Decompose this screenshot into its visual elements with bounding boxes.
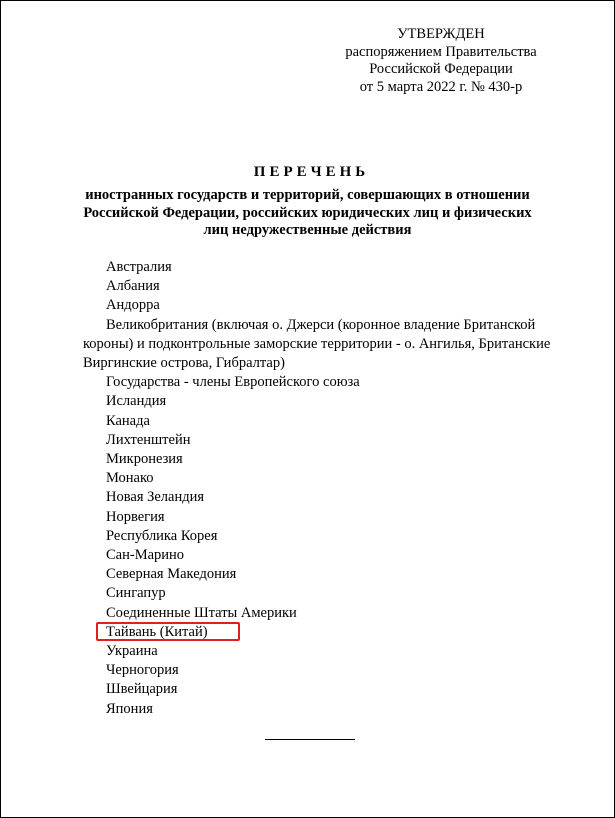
document-title: ПЕРЕЧЕНЬ — [253, 164, 370, 180]
list-item-japan: Япония — [106, 700, 153, 717]
subtitle-line-1: иностранных государств и территорий, совершающих в отношении — [85, 187, 530, 203]
list-item-united-states: Соединенные Штаты Америки — [106, 604, 297, 621]
end-divider-line — [265, 739, 355, 740]
list-item-liechtenstein: Лихтенштейн — [106, 431, 191, 448]
list-item-eu-member-states: Государства - члены Европейского союза — [106, 374, 360, 391]
document-subtitle — [1, 187, 614, 240]
subtitle-line-3: лиц недружественные действия — [203, 222, 412, 239]
subtitle-line-2: Российской Федерации, российских юридических лиц и физических — [83, 204, 532, 221]
approval-authority: распоряжением Правительства — [345, 43, 537, 60]
approval-authority-country: Российской Федерации — [369, 61, 513, 77]
list-item-australia: Австралия — [106, 259, 172, 275]
list-item-united-kingdom: Великобритания (включая о. Джерси (коронное владение Британской короны) и подконтрольные заморские территории - о. Ангилья, Британские Виргинские острова, Гибралтар) — [83, 316, 551, 372]
country-list — [83, 258, 583, 719]
list-item-north-macedonia: Северная Македония — [106, 566, 237, 583]
approval-block — [331, 26, 551, 96]
list-item-iceland: Исландия — [106, 393, 167, 410]
list-item-republic-of-korea: Республика Корея — [106, 527, 218, 544]
list-item-canada: Канада — [106, 412, 150, 429]
list-item-norway: Норвегия — [106, 508, 165, 525]
list-item-andorra: Андорра — [106, 297, 160, 314]
list-item-singapore: Сингапур — [106, 585, 166, 602]
approval-heading: УТВЕРЖДЕН — [397, 26, 485, 42]
list-item-ukraine: Украина — [106, 643, 158, 660]
list-item-montenegro: Черногория — [106, 662, 179, 679]
list-item-taiwan: Тайвань (Китай) — [106, 623, 208, 640]
list-item-new-zealand: Новая Зеландия — [106, 489, 205, 506]
list-item-switzerland: Швейцария — [106, 681, 178, 698]
list-item-micronesia: Микронезия — [106, 451, 183, 468]
list-item-albania: Албания — [106, 278, 160, 295]
approval-date-number: от 5 марта 2022 г. № 430-р — [359, 78, 523, 95]
list-item-monaco: Монако — [106, 470, 154, 487]
list-item-san-marino: Сан-Марино — [106, 547, 185, 564]
